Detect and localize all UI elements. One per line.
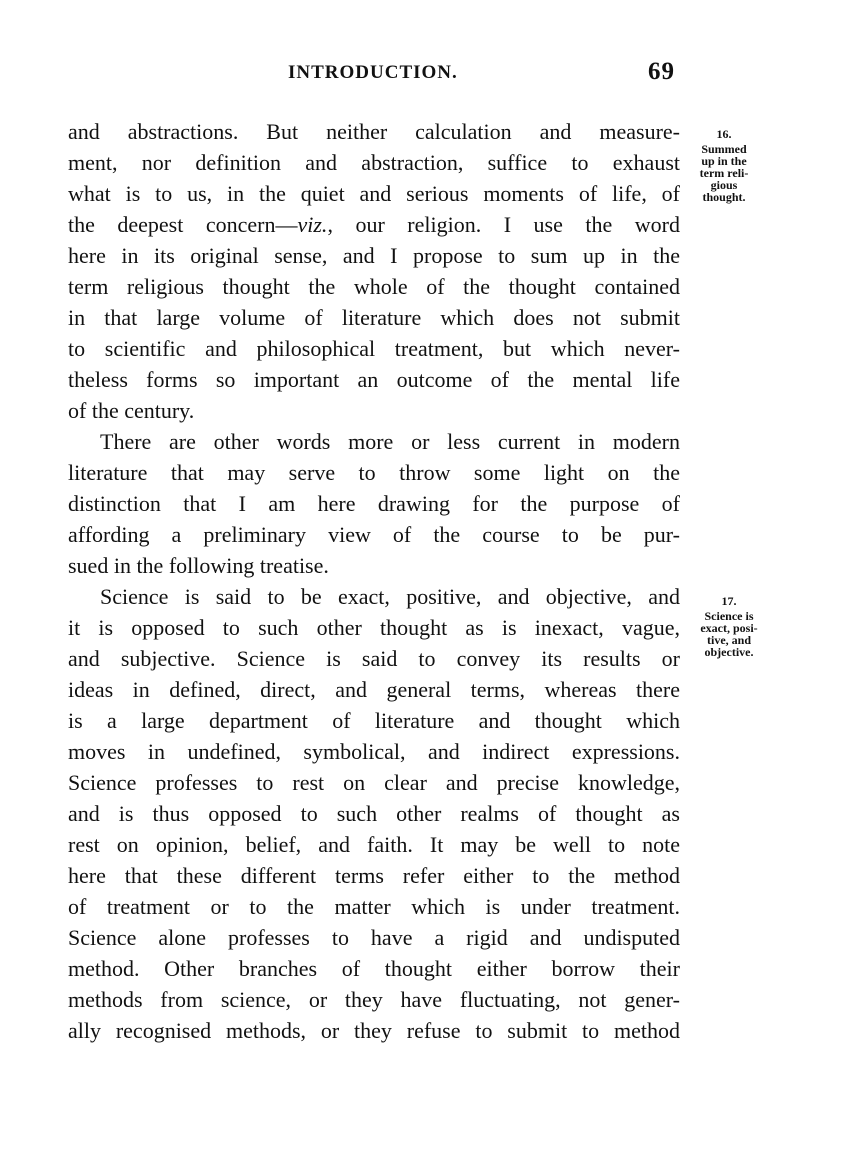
text-line: and subjective. Science is said to convey its results or <box>68 646 680 671</box>
text-line: it is opposed to such other thought as is inexact, vague, <box>68 615 680 640</box>
text-line: Science alone professes to have a rigid and undisputed <box>68 925 680 950</box>
paragraph-2 <box>68 426 680 581</box>
text-line: what is to us, in the quiet and serious moments of life, of <box>68 181 680 206</box>
margin-note-line: exact, posi- <box>700 621 758 635</box>
margin-note-number: 16. <box>716 127 732 141</box>
margin-note-line: tive, and <box>706 633 751 647</box>
text-line: ideas in defined, direct, and general terms, whereas there <box>68 677 680 702</box>
text-fragment: the deepest concern— <box>68 212 298 237</box>
text-line: method. Other branches of thought either borrow their <box>68 956 680 981</box>
text-fragment: , our religion. I use the word <box>327 212 680 237</box>
text-line: of the century. <box>68 398 195 423</box>
text-line: distinction that I am here drawing for the purpose of <box>68 491 680 516</box>
text-line: is a large department of literature and thought which <box>68 708 680 733</box>
text-line-with-italic <box>68 209 680 240</box>
text-line: ally recognised methods, or they refuse to submit to method <box>68 1018 680 1043</box>
margin-note-line: Science is <box>704 609 754 623</box>
italic-viz: viz. <box>297 212 328 237</box>
margin-note-line: up in the <box>701 154 747 168</box>
text-line: to scientific and philosophical treatment, but which never- <box>68 336 680 361</box>
text-line: ment, nor definition and abstraction, suffice to exhaust <box>68 150 680 175</box>
text-line: literature that may serve to throw some light on the <box>68 460 680 485</box>
body-text <box>68 116 680 1046</box>
text-line: sued in the following treatise. <box>68 553 329 578</box>
text-line: affording a preliminary view of the course to be pur- <box>68 522 680 547</box>
text-line: and is thus opposed to such other realms of thought as <box>68 801 680 826</box>
text-line: in that large volume of literature which does not submit <box>68 305 680 330</box>
page-number: 69 <box>648 58 675 85</box>
margin-note-line: gious <box>710 178 738 192</box>
margin-note-line: Summed <box>701 142 747 156</box>
text-line: moves in undefined, symbolical, and indirect expressions. <box>68 739 680 764</box>
margin-note-line: term reli- <box>699 166 749 180</box>
text-line: theless forms so important an outcome of the mental life <box>68 367 680 392</box>
paragraph-3 <box>68 581 680 1046</box>
text-line: Science is said to be exact, positive, and objective, and <box>100 584 680 609</box>
text-line: here that these different terms refer either to the method <box>68 863 680 888</box>
text-line: Science professes to rest on clear and precise knowledge, <box>68 770 680 795</box>
text-line: term religious thought the whole of the thought contained <box>68 274 680 299</box>
paragraph-1 <box>68 116 680 426</box>
text-line: and abstractions. But neither calculation and measure- <box>68 119 680 144</box>
text-line: here in its original sense, and I propose to sum up in the <box>68 243 680 268</box>
text-line: rest on opinion, belief, and faith. It may be well to note <box>68 832 680 857</box>
margin-note-number: 17. <box>721 594 737 608</box>
text-line: There are other words more or less current in modern <box>100 429 680 454</box>
text-line: methods from science, or they have fluctuating, not gener- <box>68 987 680 1012</box>
running-head: INTRODUCTION. <box>288 62 458 83</box>
margin-note-line: objective. <box>704 645 754 659</box>
text-line: of treatment or to the matter which is under treatment. <box>68 894 680 919</box>
margin-note-16 <box>684 128 764 203</box>
margin-note-17 <box>684 595 774 658</box>
margin-note-line: thought. <box>702 190 746 204</box>
